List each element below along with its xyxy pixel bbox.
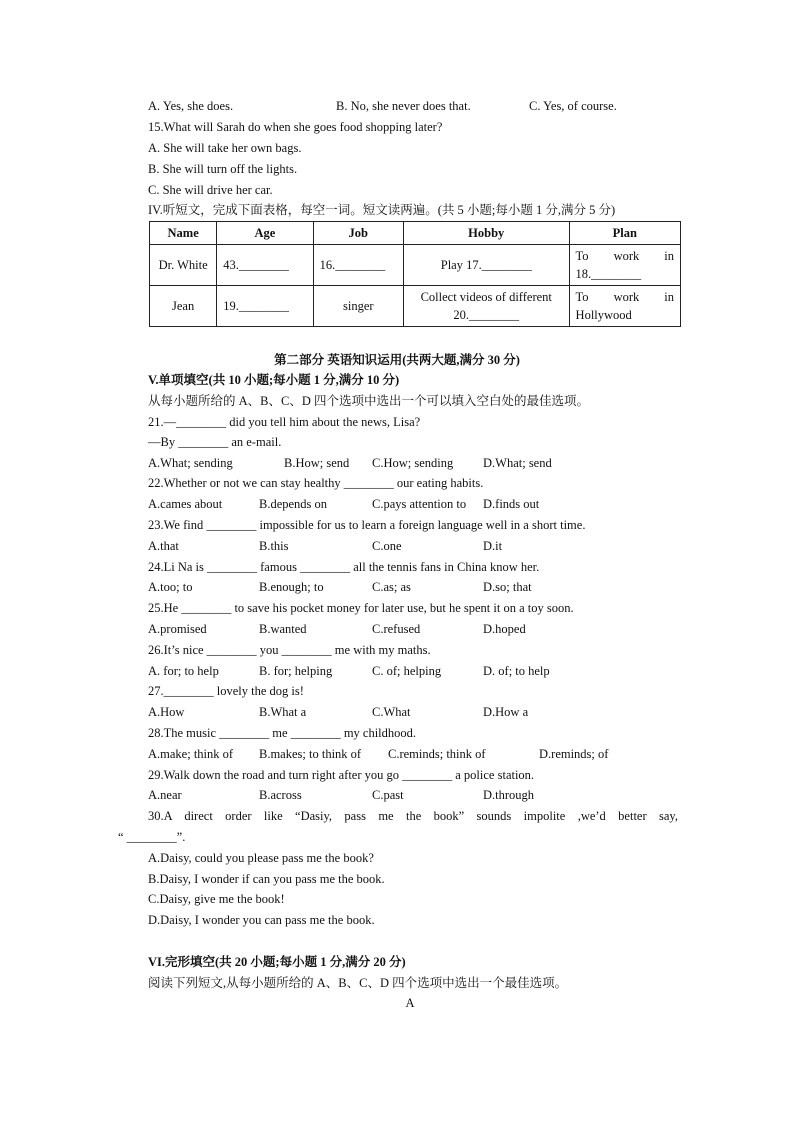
q25-option-b: B.wanted — [259, 622, 307, 636]
q23-option-c: C.one — [372, 539, 402, 553]
cell-name: Jean — [150, 286, 217, 327]
table-row — [150, 245, 681, 286]
q27-stem: 27.________ lovely the dog is! — [148, 684, 304, 698]
section4-heading: IV.听短文，完成下面表格，每空一词。短文读两遍。(共 5 小题;每小题 1 分,满分 5 分) — [148, 203, 616, 217]
cell-plan: To work in Hollywood — [569, 286, 680, 327]
part2-title: 第二部分 英语知识运用(共两大题,满分 30 分) — [274, 353, 520, 367]
q29-stem: 29.Walk down the road and turn right after you go ________ a police station. — [148, 768, 535, 782]
q27-option-b: B.What a — [259, 705, 307, 719]
q25-option-c: C.refused — [372, 622, 421, 636]
info-table — [149, 221, 681, 327]
section6-instruction: 阅读下列短文,从每小题所给的 A、B、C、D 四个选项中选出一个最佳选项。 — [148, 976, 568, 990]
q21-stem-2: —By ________ an e-mail. — [148, 435, 282, 449]
col-name-header: Name — [150, 222, 217, 245]
section5-heading: V.单项填空(共 10 小题;每小题 1 分,满分 10 分) — [148, 373, 400, 387]
table-header-row — [150, 222, 681, 245]
q26-option-b: B. for; helping — [259, 664, 333, 678]
q15-option-a: A. She will take her own bags. — [148, 141, 302, 155]
q28-stem: 28.The music ________ me ________ my childhood. — [148, 726, 417, 740]
q30-option-d: D.Daisy, I wonder you can pass me the book. — [148, 913, 375, 927]
q25-stem: 25.He ________ to save his pocket money for later use, but he spent it on a toy soon. — [148, 601, 574, 615]
q15-option-b: B. She will turn off the lights. — [148, 162, 298, 176]
q25-option-d: D.hoped — [483, 622, 526, 636]
q21-option-c: C.How; sending — [372, 456, 454, 470]
q24-stem: 24.Li Na is ________ famous ________ all the tennis fans in China know her. — [148, 560, 540, 574]
section6-heading: VI.完形填空(共 20 小题;每小题 1 分,满分 20 分) — [148, 955, 406, 969]
q27-option-c: C.What — [372, 705, 411, 719]
q27-option-a: A.How — [148, 705, 185, 719]
q22-stem: 22.Whether or not we can stay healthy ________ our eating habits. — [148, 476, 484, 490]
cell-job: singer — [313, 286, 403, 327]
q30-stem: 30.A direct order like “Dasiy, pass me the book” sounds impolite ,we’d better say, — [148, 809, 678, 823]
q29-option-c: C.past — [372, 788, 404, 802]
q30-option-c: C.Daisy, give me the book! — [148, 892, 285, 906]
q25-option-a: A.promised — [148, 622, 207, 636]
table-row — [150, 286, 681, 327]
q21-stem: 21.—________ did you tell him about the news, Lisa? — [148, 415, 421, 429]
q15-stem: 15.What will Sarah do when she goes food shopping later? — [148, 120, 443, 134]
q28-option-b: B.makes; to think of — [259, 747, 362, 761]
q29-option-b: B.across — [259, 788, 302, 802]
q28-option-d: D.reminds; of — [539, 747, 609, 761]
q24-option-d: D.so; that — [483, 580, 532, 594]
cell-job: 16.________ — [313, 245, 403, 286]
col-plan-header: Plan — [569, 222, 680, 245]
cell-name: Dr. White — [150, 245, 217, 286]
q22-option-d: D.finds out — [483, 497, 540, 511]
q22-option-b: B.depends on — [259, 497, 328, 511]
cell-age: 43.________ — [217, 245, 313, 286]
q24-option-a: A.too; to — [148, 580, 193, 594]
q30-stem-2: “ ________”. — [118, 830, 186, 844]
q21-option-a: A.What; sending — [148, 456, 233, 470]
passage-label: A — [405, 996, 415, 1010]
q22-option-a: A.cames about — [148, 497, 223, 511]
q30-option-b: B.Daisy, I wonder if can you pass me the book. — [148, 872, 385, 886]
q29-option-a: A.near — [148, 788, 182, 802]
q26-option-d: D. of; to help — [483, 664, 550, 678]
q14-option-a: A. Yes, she does. — [148, 99, 234, 113]
q15-option-c: C. She will drive her car. — [148, 183, 273, 197]
q24-option-c: C.as; as — [372, 580, 411, 594]
q26-option-c: C. of; helping — [372, 664, 442, 678]
q23-option-d: D.it — [483, 539, 503, 553]
q21-option-d: D.What; send — [483, 456, 552, 470]
col-age-header: Age — [217, 222, 313, 245]
section5-instruction: 从每小题所给的 A、B、C、D 四个选项中选出一个可以填入空白处的最佳选项。 — [148, 394, 589, 408]
col-job-header: Job — [313, 222, 403, 245]
col-hobby-header: Hobby — [403, 222, 569, 245]
q23-stem: 23.We find ________ impossible for us to learn a foreign language well in a short time. — [148, 518, 586, 532]
cell-plan: To work in 18.________ — [569, 245, 680, 286]
q23-option-a: A.that — [148, 539, 179, 553]
q27-option-d: D.How a — [483, 705, 529, 719]
q30-option-a: A.Daisy, could you please pass me the book? — [148, 851, 374, 865]
q24-option-b: B.enough; to — [259, 580, 324, 594]
cell-age: 19.________ — [217, 286, 313, 327]
cell-hobby: Play 17.________ — [403, 245, 569, 286]
q14-option-c: C. Yes, of course. — [529, 99, 617, 113]
q26-option-a: A. for; to help — [148, 664, 219, 678]
q22-option-c: C.pays attention to — [372, 497, 467, 511]
q21-option-b: B.How; send — [284, 456, 350, 470]
q28-option-c: C.reminds; think of — [388, 747, 486, 761]
q14-option-b: B. No, she never does that. — [336, 99, 471, 113]
q26-stem: 26.It’s nice ________ you ________ me with my maths. — [148, 643, 431, 657]
q28-option-a: A.make; think of — [148, 747, 234, 761]
q29-option-d: D.through — [483, 788, 535, 802]
cell-hobby: Collect videos of different 20.________ — [403, 286, 569, 327]
q23-option-b: B.this — [259, 539, 289, 553]
